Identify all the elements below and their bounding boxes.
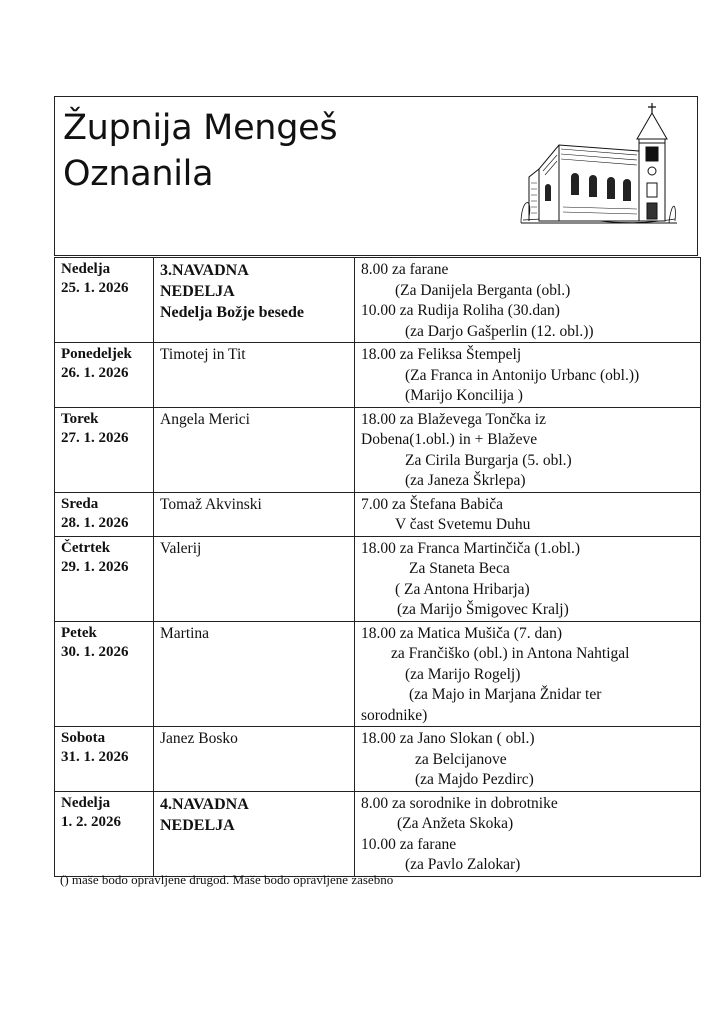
mass-intentions-cell [355,727,701,792]
schedule-row [55,343,701,408]
bulletin-name: Oznanila [63,154,214,194]
schedule-row [55,791,701,876]
day-date: 31. 1. 2026 [61,749,129,765]
feast-cell [154,727,355,792]
mass-intention: 8.00 za sorodnike in dobrotnike [361,794,558,812]
feast-cell [154,621,355,727]
feast-name: Tomaž Akvinski [160,495,262,513]
parish-name: Župnija Mengeš [63,108,338,148]
feast-name: 3.NAVADNA [160,262,249,279]
mass-schedule-table [54,257,701,877]
mass-intention: 18.00 za Franca Martinčiča (1.obl.) [361,539,581,557]
feast-name: Angela Merici [160,410,250,428]
day-name: Torek [61,410,99,427]
schedule-row [55,727,701,792]
feast-cell [154,791,355,876]
day-name: Nedelja [61,261,111,277]
mass-intention: (za Majdo Pezdirc) [415,771,534,788]
mass-intention: Za Cirila Burgarja (5. obl.) [405,451,572,469]
day-cell [55,258,154,343]
feast-name: NEDELJA [160,283,235,300]
mass-intention: 10.00 za Rudija Roliha (30.dan) [361,302,560,319]
page-title [63,105,337,197]
mass-intention: za Frančiško (obl.) in Antona Nahtigal [391,645,630,662]
day-name: Ponedeljek [61,346,132,362]
mass-intentions-cell [355,492,701,536]
mass-intention: 18.00 za Blaževega Tončka iz [361,410,546,428]
day-cell [55,621,154,727]
schedule-row [55,621,701,727]
day-name: Sreda [61,495,99,512]
mass-intention: ( Za Antona Hribarja) [395,580,530,598]
day-date: 28. 1. 2026 [61,514,129,531]
mass-intention: (Za Anžeta Skoka) [397,815,514,832]
mass-intentions-cell [355,343,701,408]
schedule-row [55,492,701,536]
mass-intentions-cell [355,791,701,876]
day-cell [55,407,154,492]
mass-intention: (za Marijo Rogelj) [405,665,521,683]
day-date: 27. 1. 2026 [61,429,129,446]
feast-cell [154,536,355,621]
footnote: () maše bodo opravljene drugod. Maše bodo opravljene zasebno [60,872,394,887]
mass-intentions-cell [355,536,701,621]
schedule-row [55,536,701,621]
feast-name: Janez Bosko [160,730,238,747]
mass-intention: (za Majo in Marjana Žnidar ter [409,686,602,703]
feast-cell [154,343,355,408]
day-date: 1. 2. 2026 [61,813,121,830]
day-date: 26. 1. 2026 [61,365,129,381]
mass-intention: 7.00 za Štefana Babiča [361,495,504,513]
day-cell [55,791,154,876]
mass-intention: (Marijo Koncilija ) [405,387,523,404]
day-date: 30. 1. 2026 [61,643,129,660]
mass-intention: Dobena(1.obl.) in + Blaževe [361,431,538,448]
day-name: Sobota [61,730,106,746]
day-name: Petek [61,624,97,641]
mass-intentions-cell [355,258,701,343]
feast-name: 4.NAVADNA [160,795,249,813]
feast-name: NEDELJA [160,816,235,834]
feast-cell [154,258,355,343]
schedule-row [55,258,701,343]
church-illustration [519,99,679,227]
feast-name: Nedelja Božje besede [160,304,304,321]
mass-intention: (Za Franca in Antonijo Urbanc (obl.)) [405,366,640,384]
day-name: Nedelja [61,794,111,811]
mass-intention: (za Janeza Škrlepa) [405,472,526,489]
mass-intention: (za Darjo Gašperlin (12. obl.)) [405,322,594,340]
mass-intention: za Belcijanove [415,750,507,768]
day-name: Četrtek [61,539,111,556]
feast-name: Valerij [160,539,202,557]
mass-intention: V čast Svetemu Duhu [395,516,531,533]
mass-intention: sorodnike) [361,706,428,724]
mass-intention: (Za Danijela Berganta (obl.) [395,281,571,299]
day-cell [55,536,154,621]
day-date: 29. 1. 2026 [61,558,129,575]
bulletin-header [54,96,698,256]
feast-name: Timotej in Tit [160,346,246,363]
mass-intention: (za Marijo Šmigovec Kralj) [397,601,569,618]
day-cell [55,727,154,792]
feast-cell [154,492,355,536]
mass-intention: 18.00 za Feliksa Štempelj [361,346,522,363]
mass-intention: Za Staneta Beca [409,560,510,577]
day-cell [55,492,154,536]
feast-cell [154,407,355,492]
day-date: 25. 1. 2026 [61,280,129,296]
mass-intention: 18.00 za Matica Mušiča (7. dan) [361,624,563,642]
schedule-row [55,407,701,492]
mass-intentions-cell [355,621,701,727]
mass-intentions-cell [355,407,701,492]
mass-intention: 8.00 za farane [361,261,449,278]
mass-intention: 18.00 za Jano Slokan ( obl.) [361,730,535,747]
day-cell [55,343,154,408]
mass-intention: (za Pavlo Zalokar) [405,856,521,873]
mass-intention: 10.00 za farane [361,835,457,853]
feast-name: Martina [160,624,210,642]
